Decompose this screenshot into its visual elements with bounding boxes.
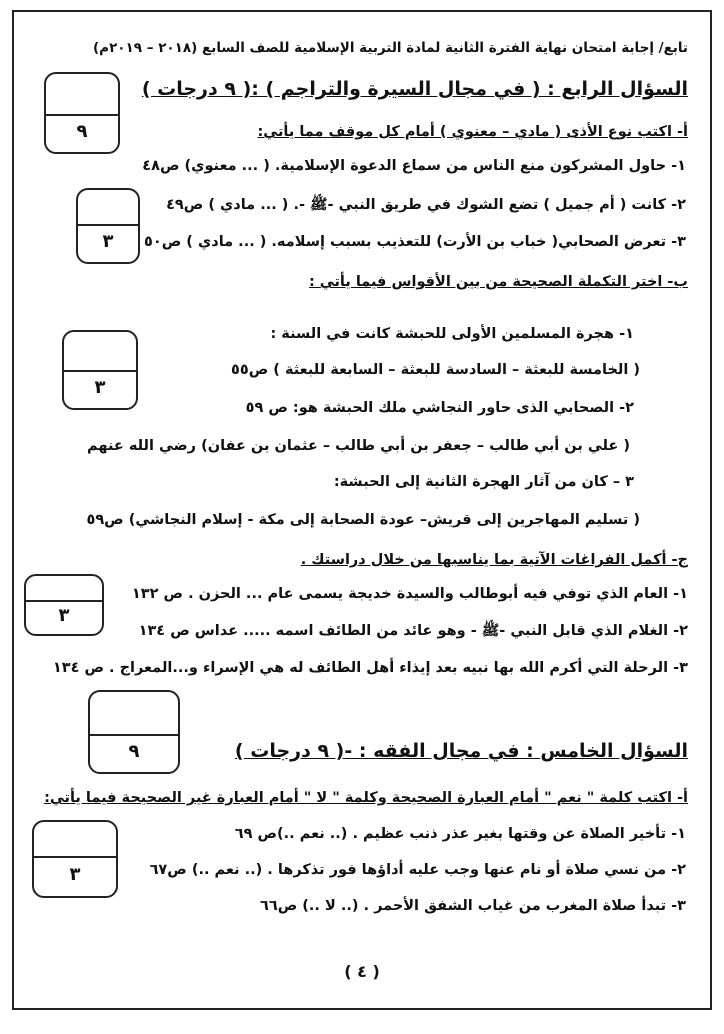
q5a-mark: ٣: [69, 864, 81, 885]
q4a-mark: ٣: [102, 231, 114, 252]
q4a-item: ٣- تعرض الصحابي( خباب بن الأرت) للتعذيب بسبب إسلامه. ( ... مادي ) ص٥٠: [144, 234, 686, 250]
q4b-options: ( الخامسة للبعثة – السادسة للبعثة – السابعة للبعثة ) ص٥٥: [231, 362, 640, 378]
q4c-item: ١- العام الذي توفي فيه أبوطالب والسيدة خديجة يسمى عام ... الحزن . ص ١٣٢: [131, 586, 688, 602]
q4c-mark-box: [24, 574, 104, 636]
q4c-heading: ج- أكمل الفراغات الآتية بما يناسبها من خلال دراستك .: [300, 552, 688, 568]
q5-title: السؤال الخامس : في مجال الفقه : -( ٩ درجات ): [234, 740, 688, 762]
q4-total-mark: ٩: [76, 121, 88, 142]
q4b-mark: ٣: [94, 377, 106, 398]
page-number: ( ٤ ): [344, 962, 380, 981]
q4b-options: ( علي بن أبي طالب – جعفر بن أبي طالب – عثمان بن عفان) رضي الله عنهم: [87, 438, 630, 454]
header-line: تابع/ إجابة امتحان نهاية الفترة الثانية لمادة التربية الإسلامية للصف السابع (٢٠١٨ – ٢٠١٩م): [92, 40, 688, 56]
q5a-item: ٣- تبدأ صلاة المغرب من غياب الشفق الأحمر . (.. لا ..) ص٦٦: [260, 898, 686, 914]
q4b-item: ٢- الصحابي الذى حاور النجاشي ملك الحبشة هو: ص ٥٩: [245, 400, 634, 416]
q5-total-mark-box: [88, 690, 180, 774]
q4b-options: ( تسليم المهاجرين إلى قريش– عودة الصحابة إلى مكة - إسلام النجاشي) ص٥٩: [86, 512, 640, 528]
q4a-mark-box: [76, 188, 140, 264]
q4a-item: ١- حاول المشركون منع الناس من سماع الدعوة الإسلامية. ( ... معنوي) ص٤٨: [142, 158, 686, 174]
q4-title: السؤال الرابع : ( في مجال السيرة والتراجم ) :( ٩ درجات ): [141, 78, 688, 100]
q5a-item: ١- تأخير الصلاة عن وقتها بغير عذر ذنب عظيم . (.. نعم ..)ص ٦٩: [234, 826, 686, 842]
q5a-mark-box: [32, 820, 118, 898]
q4c-item: ٣- الرحلة التي أكرم الله بها نبيه بعد إيذاء أهل الطائف له هي الإسراء و...المعراج . ص ١٣٤: [52, 660, 688, 676]
q4b-item: ١- هجرة المسلمين الأولى للحبشة كانت في السنة :: [270, 326, 634, 342]
q5a-heading: أ- اكتب كلمة " نعم " أمام العبارة الصحيحة وكلمة " لا " أمام العبارة غير الصحيحة فيما يأتي:: [44, 790, 688, 806]
exam-page: [12, 10, 712, 1010]
q4b-heading: ب- اختر التكملة الصحيحة من بين الأقواس فيما يأتي :: [308, 274, 688, 290]
q4b-mark-box: [62, 330, 138, 410]
q4a-heading: أ- اكتب نوع الأذى ( مادي – معنوي ) أمام كل موقف مما يأتي:: [257, 124, 688, 140]
q4c-item: ٢- الغلام الذي قابل النبي -ﷺ - وهو عائد من الطائف اسمه ..... عداس ص ١٣٤: [138, 623, 688, 639]
q5a-item: ٢- من نسي صلاة أو نام عنها وجب عليه أداؤها فور تذكرها . (.. نعم ..) ص٦٧: [149, 862, 686, 878]
q4-total-mark-box: [44, 72, 120, 154]
q4a-item: ٢- كانت ( أم جميل ) تضع الشوك في طريق النبي -ﷺ -. ( ... مادي ) ص٤٩: [166, 197, 686, 213]
q4c-mark: ٣: [58, 605, 70, 626]
q5-total-mark: ٩: [128, 741, 140, 762]
q4b-item: ٣ – كان من آثار الهجرة الثانية إلى الحبشة:: [333, 474, 634, 490]
